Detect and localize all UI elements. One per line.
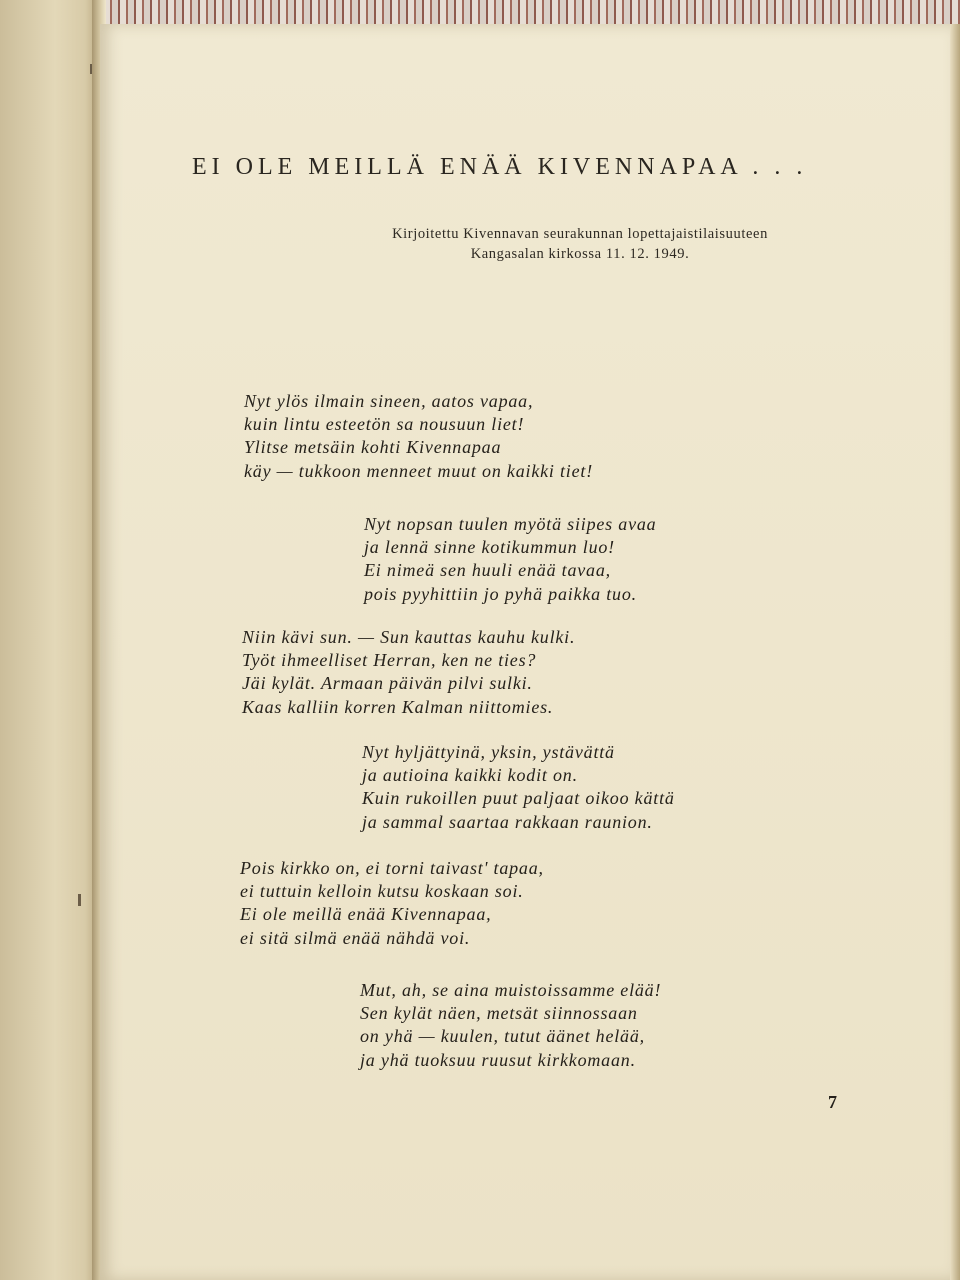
poem-subtitle <box>210 224 950 264</box>
stanza-6 <box>360 979 661 1072</box>
verse-line: Kuin rukoillen puut paljaat oikoo kättä <box>362 788 675 809</box>
verse-line: Työt ihmeelliset Herran, ken ne ties? <box>242 650 537 671</box>
paper-mark <box>78 894 81 906</box>
verse-line: ja sammal saartaa rakkaan raunion. <box>362 811 653 832</box>
book-page <box>100 24 950 1280</box>
verse-line: Nyt ylös ilmain sineen, aatos vapaa, <box>244 391 534 411</box>
verse-line: Ylitse metsäin kohti Kivennapaa <box>244 437 502 458</box>
verse-line: Pois kirkko on, ei torni taivast' tapaa, <box>240 858 544 878</box>
stanza-4 <box>362 741 675 834</box>
verse-line: ja autioina kaikki kodit on. <box>362 765 578 786</box>
verse-line: pois pyyhittiin jo pyhä paikka tuo. <box>364 583 637 604</box>
verse-line: ja yhä tuoksuu ruusut kirkkomaan. <box>360 1049 636 1070</box>
page-right-edge <box>950 24 960 1280</box>
verse-line: Niin kävi sun. — Sun kauttas kauhu kulki. <box>242 627 576 647</box>
subtitle-line: Kirjoitettu Kivennavan seurakunnan lopettajaistilaisuuteen <box>392 226 768 242</box>
verse-line: Mut, ah, se aina muistoissamme elää! <box>360 980 662 1000</box>
verse-line: käy — tukkoon menneet muut on kaikki tiet! <box>244 460 593 481</box>
stanza-3 <box>242 626 575 719</box>
paper-mark <box>90 64 92 74</box>
verse-line: Nyt nopsan tuulen myötä siipes avaa <box>364 514 657 534</box>
stanza-2 <box>364 513 656 606</box>
verse-line: ei sitä silmä enää nähdä voi. <box>240 927 471 948</box>
verse-line: kuin lintu esteetön sa nousuun liet! <box>244 414 525 435</box>
verse-line: ei tuttuin kelloin kutsu koskaan soi. <box>240 881 524 902</box>
verse-line: on yhä — kuulen, tutut äänet helää, <box>360 1026 645 1047</box>
verse-line: ja lennä sinne kotikummun luo! <box>364 537 615 558</box>
previous-page-edge <box>0 0 100 1280</box>
poem-title: EI OLE MEILLÄ ENÄÄ KIVENNAPAA . . . <box>192 154 808 180</box>
verse-line: Kaas kalliin korren Kalman niittomies. <box>242 696 554 717</box>
stanza-5 <box>240 857 544 950</box>
verse-line: Ei ole meillä enää Kivennapaa, <box>240 904 492 925</box>
verse-line: Nyt hyljättyinä, yksin, ystävättä <box>362 742 615 762</box>
verse-line: Sen kylät näen, metsät siinnossaan <box>360 1003 638 1024</box>
verse-line: Ei nimeä sen huuli enää tavaa, <box>364 560 611 581</box>
subtitle-line: Kangasalan kirkossa 11. 12. 1949. <box>470 246 690 262</box>
stanza-1 <box>244 390 593 483</box>
verse-line: Jäi kylät. Armaan päivän pilvi sulki. <box>242 673 533 694</box>
page-number: 7 <box>828 1092 837 1112</box>
